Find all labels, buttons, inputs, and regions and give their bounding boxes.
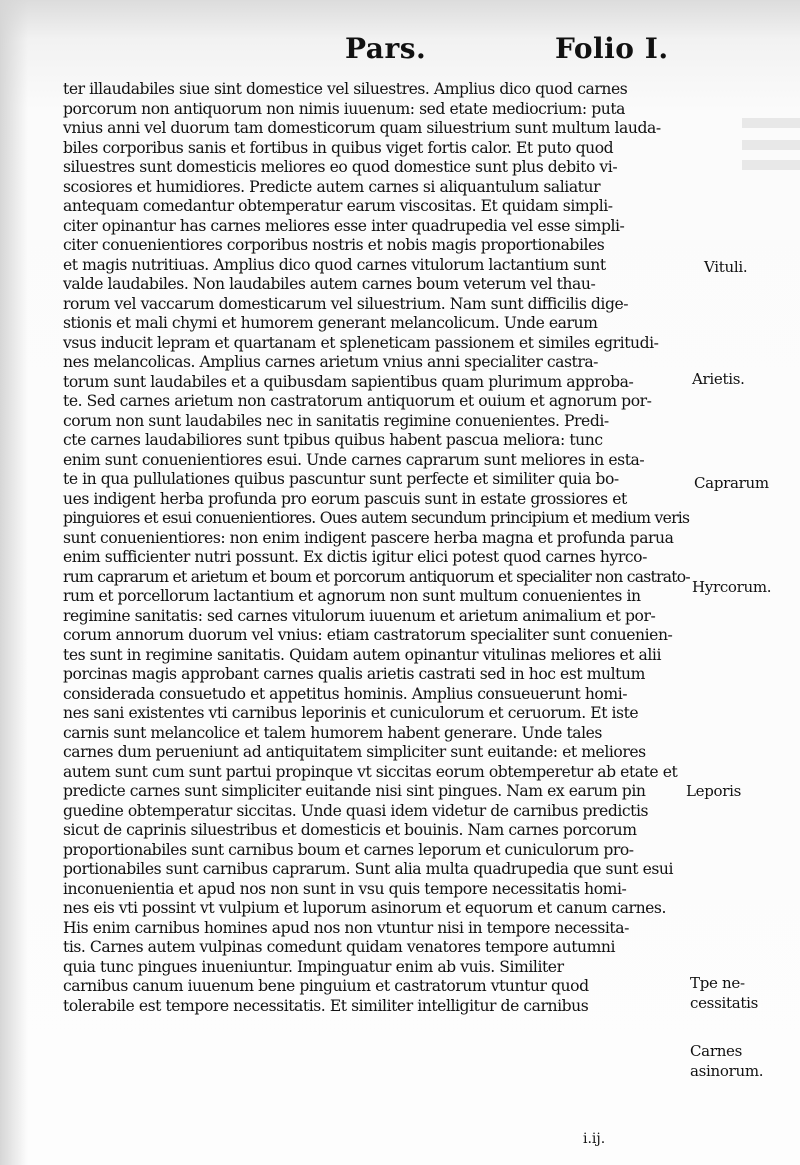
text-line: carnibus canum iuuenum bene pinguium et castratorum vtuntur quod: [63, 977, 589, 995]
text-line: te in qua pullulationes quibus pascuntur sunt perfecte et similiter quia bo-: [63, 470, 619, 488]
text-line: nes melancolicas. Amplius carnes arietum vnius anni specialiter castra-: [63, 353, 599, 371]
margin-note-tempore-necessitatis-2: cessitatis: [690, 994, 758, 1012]
bleed-through-mark: [742, 160, 800, 170]
text-line: et magis nutritiuas. Amplius dico quod carnes vitulorum lactantium sunt: [63, 255, 606, 274]
margin-note-caprarum: Caprarum: [694, 474, 769, 492]
text-line: valde laudabiles. Non laudabiles autem carnes boum veterum vel thau-: [63, 275, 596, 293]
text-line: portionabiles sunt carnibus caprarum. Sunt alia multa quadrupedia que sunt esui: [63, 860, 674, 878]
text-line: guedine obtemperatur siccitas. Unde quasi idem videtur de carnibus predictis: [63, 801, 649, 820]
running-head: [0, 26, 800, 70]
text-line: scosiores et humidiores. Predicte autem carnes si aliquantulum saliatur: [63, 177, 601, 196]
text-line: torum sunt laudabiles et a quibusdam sapientibus quam plurimum approba-: [63, 372, 634, 391]
text-line: sicut de caprinis siluestribus et domesticis et bouinis. Nam carnes porcorum: [63, 821, 637, 839]
text-line: tis. Carnes autem vulpinas comedunt quidam venatores tempore autumni: [63, 938, 616, 956]
running-head-title: Pars.: [345, 32, 427, 65]
text-line: sunt conuenientiores: non enim indigent pascere herba magna et profunda parua: [63, 528, 674, 547]
margin-note-leporis: Leporis: [686, 782, 742, 800]
main-text-block: [63, 80, 691, 1016]
text-line: nes sani existentes vti carnibus leporinis et cuniculorum et ceruorum. Et iste: [63, 704, 639, 722]
text-line: proportionabiles sunt carnibus boum et carnes leporum et cuniculorum pro-: [63, 840, 634, 859]
text-line: enim sunt conuenientiores esui. Unde carnes caprarum sunt meliores in esta-: [63, 450, 645, 469]
text-line: quia tunc pingues inueniuntur. Impinguatur enim ab vuis. Similiter: [63, 957, 564, 976]
text-line: rorum vel vaccarum domesticarum vel siluestrium. Nam sunt difficilis dige-: [63, 294, 629, 313]
margin-note-hyrcorum: Hyrcorum.: [692, 578, 772, 596]
text-line: carnes dum perueniunt ad antiquitatem simpliciter sunt euitande: et meliores: [63, 743, 646, 761]
text-line: predicte carnes sunt simpliciter euitande nisi sint pingues. Nam ex earum pin: [63, 782, 646, 800]
text-line: porcorum non antiquorum non nimis iuuenum: sed etate mediocrium: puta: [63, 99, 625, 118]
text-line: vnius anni vel duorum tam domesticorum quam siluestrium sunt multum lauda-: [63, 119, 661, 137]
margin-note-arietis: Arietis.: [692, 370, 745, 388]
signature-mark: i.ij.: [583, 1131, 606, 1147]
text-line: carnis sunt melancolice et talem humorem habent generare. Unde tales: [63, 723, 602, 742]
text-line: autem sunt cum sunt partui propinque vt siccitas eorum obtemperetur ab etate et: [63, 762, 678, 781]
text-line: ues indigent herba profunda pro eorum pascuis sunt in estate grossiores et: [63, 489, 627, 508]
margin-note-asinorum: asinorum.: [690, 1062, 764, 1080]
text-line: rum et porcellorum lactantium et agnorum non sunt multum conuenientes in: [63, 587, 641, 605]
text-line: porcinas magis approbant carnes qualis arietis castrati sed in hoc est multum: [63, 665, 645, 683]
text-line: ter illaudabiles siue sint domestice vel siluestres. Amplius dico quod carnes: [63, 80, 628, 98]
text-line: siluestres sunt domesticis meliores eo quod domestice sunt plus debito vi-: [63, 158, 618, 176]
text-line: corum non sunt laudabiles nec in sanitatis regimine conuenientes. Predi-: [63, 411, 609, 430]
text-line: antequam comedantur obtemperatur earum viscositas. Et quidam simpli-: [63, 197, 613, 215]
text-line: pinguiores et esui conuenientiores. Oues autem secundum principium et medium veris: [63, 509, 690, 527]
text-line: regimine sanitatis: sed carnes vitulorum iuuenum et arietum animalium et por-: [63, 606, 656, 625]
text-line: rum caprarum et arietum et boum et porcorum antiquorum et specialiter non castrato-: [63, 567, 690, 586]
text-line: His enim carnibus homines apud nos non vtuntur nisi in tempore necessita-: [63, 918, 629, 937]
text-line: enim sufficienter nutri possunt. Ex dictis igitur elici potest quod carnes hyrco-: [63, 548, 647, 566]
text-line: biles corporibus sanis et fortibus in quibus viget fortis calor. Et puto quod: [63, 138, 614, 157]
text-line: considerada consuetudo et appetitus hominis. Amplius consueuerunt homi-: [63, 684, 628, 703]
margin-note-vituli: Vituli.: [704, 258, 748, 276]
text-line: corum annorum duorum vel vnius: etiam castratorum specialiter sunt conuenien-: [63, 626, 673, 644]
margin-note-carnes: Carnes: [690, 1042, 743, 1060]
bleed-through-mark: [742, 140, 800, 150]
text-line: citer opinantur has carnes meliores esse inter quadrupedia vel esse simpli-: [63, 216, 625, 235]
margin-note-tempore-necessitatis-1: Tpe ne-: [690, 974, 745, 992]
text-line: stionis et mali chymi et humorem generant melancolicum. Unde earum: [63, 314, 598, 332]
text-line: te. Sed carnes arietum non castratorum antiquorum et ouium et agnorum por-: [63, 392, 652, 410]
text-line: cte carnes laudabiliores sunt tpibus quibus habent pascua meliora: tunc: [63, 431, 603, 449]
text-line: tes sunt in regimine sanitatis. Quidam autem opinantur vitulinas meliores et alii: [63, 645, 662, 664]
text-line: citer conuenientiores corporibus nostris et nobis magis proportionabiles: [63, 236, 605, 254]
text-line: nes eis vti possint vt vulpium et luporum asinorum et equorum et canum carnes.: [63, 899, 666, 917]
text-line: tolerabile est tempore necessitatis. Et similiter intelligitur de carnibus: [63, 996, 589, 1015]
bleed-through-mark: [742, 118, 800, 128]
text-line: inconuenientia et apud nos non sunt in vsu quis tempore necessitatis homi-: [63, 879, 627, 898]
folio-number: Folio I.: [555, 32, 669, 65]
text-line: vsus inducit lepram et quartanam et spleneticam passionem et similes egritudi-: [63, 333, 659, 352]
page-gutter-shadow: [0, 0, 28, 1165]
